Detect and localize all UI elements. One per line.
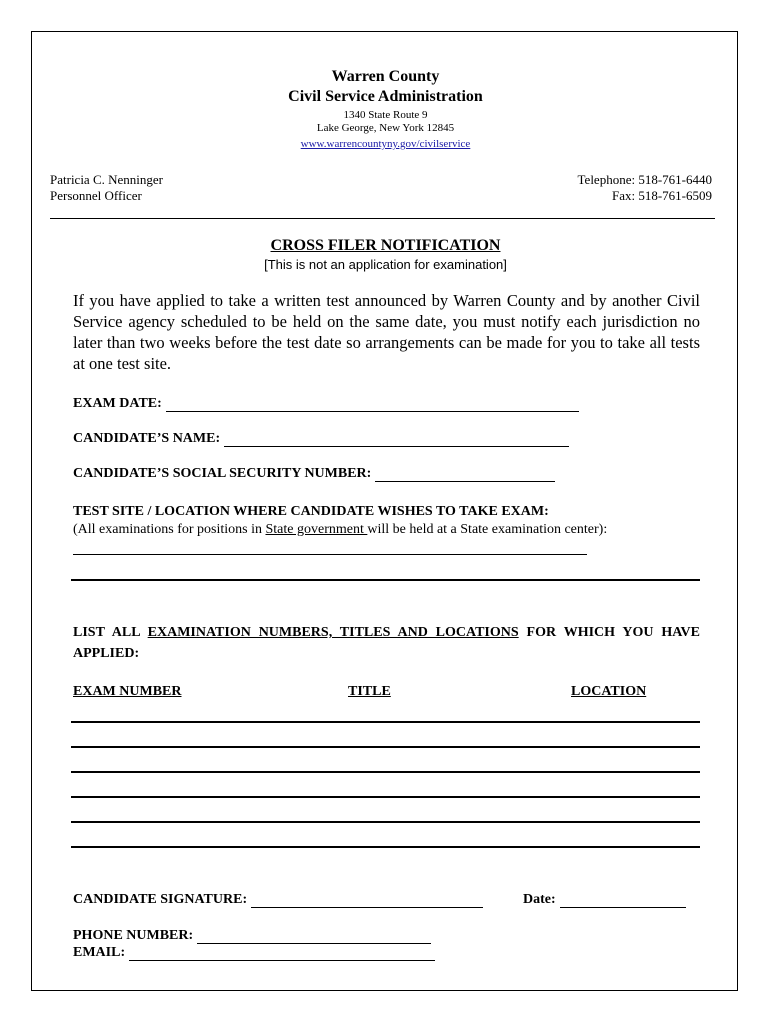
test-site-line-2[interactable]: [71, 579, 700, 581]
candidate-name-line[interactable]: [224, 432, 569, 447]
exam-date-label: EXAM DATE:: [73, 396, 162, 411]
test-site-heading: TEST SITE / LOCATION WHERE CANDIDATE WISHES TO TAKE EXAM:: [73, 504, 549, 519]
table-row-line[interactable]: [71, 721, 700, 723]
signature-label: CANDIDATE SIGNATURE:: [73, 892, 248, 907]
table-row-line[interactable]: [71, 746, 700, 748]
ssn-line[interactable]: [375, 467, 555, 482]
exam-date-field[interactable]: [73, 396, 579, 412]
table-row-line[interactable]: [71, 796, 700, 798]
form-title: CROSS FILER NOTIFICATION: [270, 237, 501, 254]
officer-role: Personnel Officer: [50, 188, 142, 203]
col-location: LOCATION: [571, 684, 647, 699]
list-heading-post: FOR WHICH YOU HAVE APPLIED:: [73, 625, 700, 661]
candidate-name-field[interactable]: [73, 431, 569, 447]
candidate-name-label: CANDIDATE’S NAME:: [73, 431, 221, 446]
fax: Fax: 518-761-6509: [611, 188, 712, 203]
email-label: EMAIL:: [73, 945, 126, 960]
website-row: [32, 134, 739, 152]
org-name: Warren County: [331, 68, 440, 85]
exam-date-line[interactable]: [166, 397, 579, 412]
list-heading: [73, 622, 700, 664]
website-link[interactable]: www.warrencountyny.gov/civilservice: [300, 138, 471, 150]
phone-line[interactable]: [197, 929, 431, 944]
test-site-note-pre: (All examinations for positions in: [73, 522, 266, 537]
ssn-label: CANDIDATE’S SOCIAL SECURITY NUMBER:: [73, 466, 372, 481]
test-site-line-1[interactable]: [73, 554, 587, 555]
col-title: TITLE: [348, 684, 391, 699]
date-line[interactable]: [560, 893, 686, 908]
intro-paragraph: If you have applied to take a written test announced by Warren County and by another Civil Service agency scheduled to be held on the same date, you must notify each jurisdiction no later than two weeks before the test date so arrangements can be made for you to take all tests at one test site.: [73, 291, 700, 373]
phone-field[interactable]: [73, 928, 431, 944]
test-site-note-post: will be held at a State examination center):: [367, 522, 608, 537]
table-row-line[interactable]: [71, 846, 700, 848]
test-site-note-link: State government: [265, 522, 368, 537]
form-subtitle: [This is not an application for examination]: [264, 257, 507, 272]
header-divider: [50, 218, 715, 219]
address-line-1: 1340 State Route 9: [343, 109, 428, 121]
ssn-field[interactable]: [73, 466, 555, 482]
officer-name: Patricia C. Nenninger: [50, 172, 163, 187]
table-row-line[interactable]: [71, 771, 700, 773]
email-line[interactable]: [129, 946, 435, 961]
org-department: Civil Service Administration: [288, 88, 483, 105]
signature-field[interactable]: [73, 892, 483, 908]
list-heading-pre: LIST ALL: [73, 625, 148, 640]
date-field[interactable]: [523, 892, 686, 908]
address-line-2: Lake George, New York 12845: [316, 122, 455, 134]
telephone: Telephone: 518-761-6440: [577, 172, 712, 187]
signature-line[interactable]: [251, 893, 483, 908]
test-site-note: [73, 522, 607, 538]
email-field[interactable]: [73, 945, 435, 961]
phone-label: PHONE NUMBER:: [73, 928, 194, 943]
table-row-line[interactable]: [71, 821, 700, 823]
date-label: Date:: [523, 892, 556, 907]
list-heading-underlined: EXAMINATION NUMBERS, TITLES AND LOCATIONS: [147, 625, 519, 640]
form-page: [31, 31, 738, 991]
col-exam-number: EXAM NUMBER: [73, 684, 182, 699]
